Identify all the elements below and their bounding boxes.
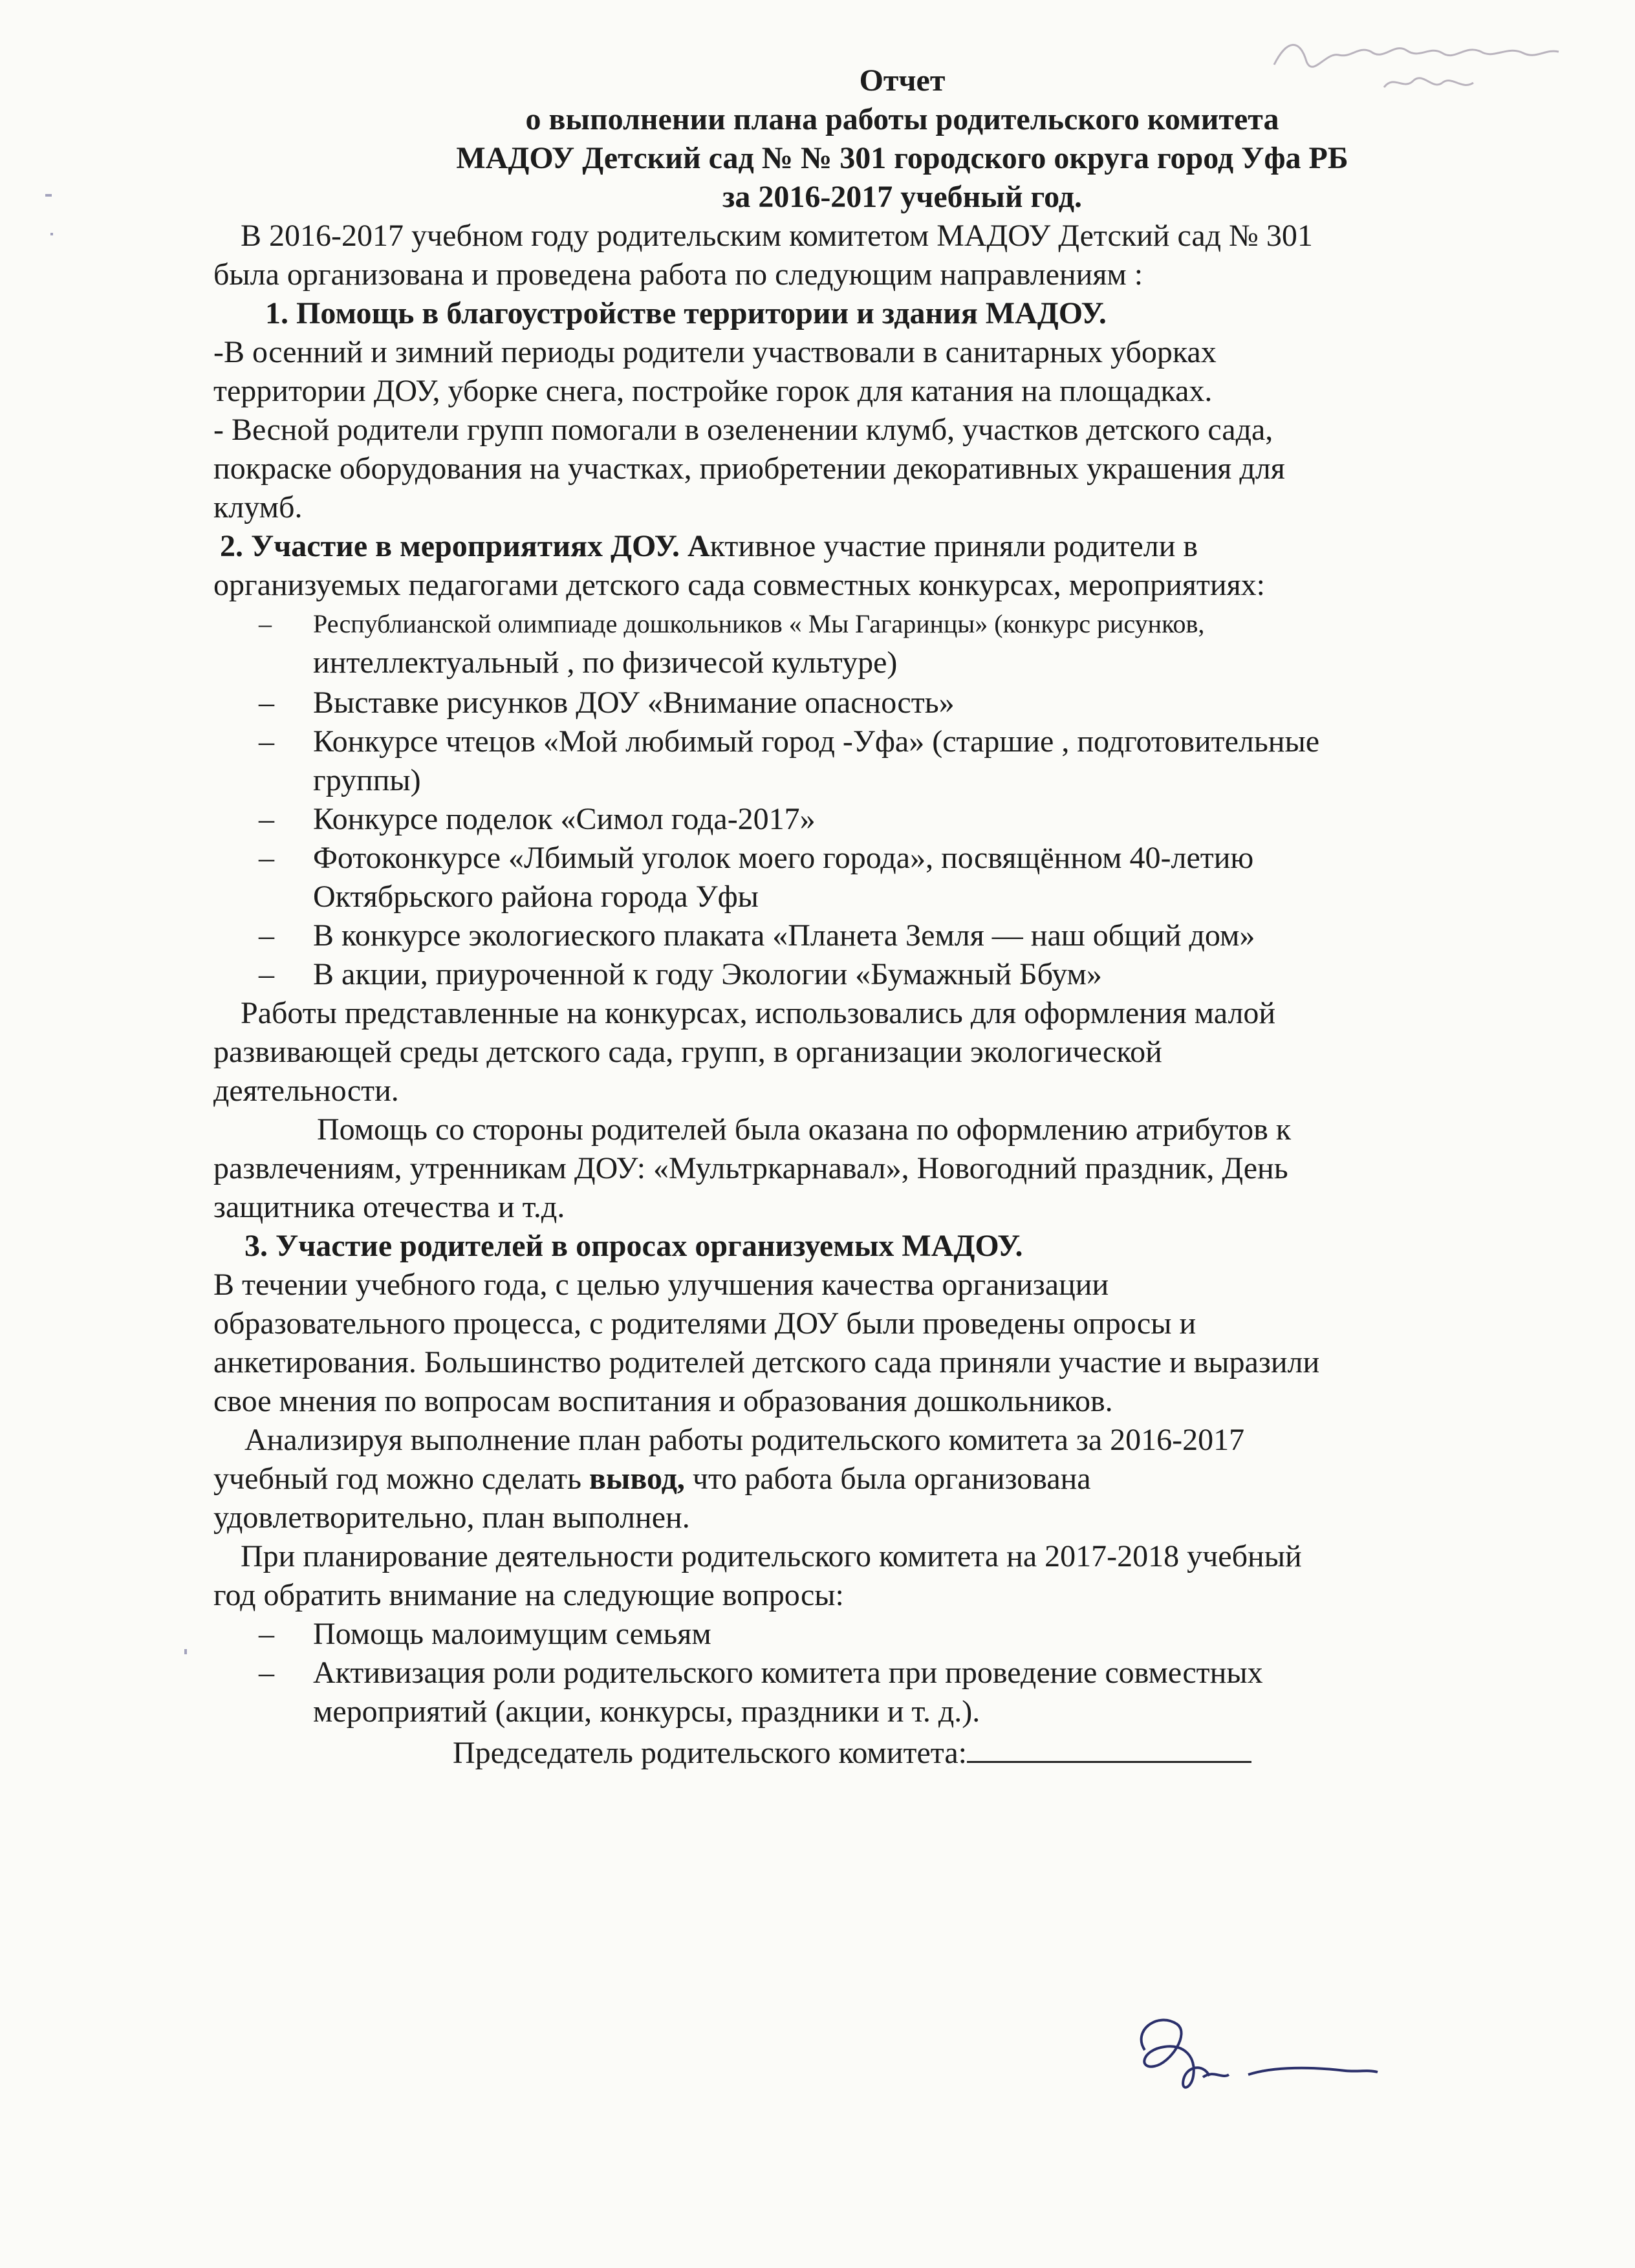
section2-line2: организуемых педагогами детского сада совместных конкурсах, мероприятиях: xyxy=(213,568,1265,602)
list-item-text: Конкурсе поделок «Симол года-2017» xyxy=(313,802,816,836)
handwritten-signature xyxy=(1119,2005,1391,2108)
events-list xyxy=(213,605,1591,994)
list-item xyxy=(259,1654,1591,1731)
dash-marker: – xyxy=(259,918,274,953)
dash-marker: – xyxy=(259,802,274,836)
planning-line1: При планирование деятельности родительского комитета на 2017-2018 учебный xyxy=(241,1539,1302,1573)
list-item xyxy=(259,684,1591,722)
section3-line1: В течении учебного года, с целью улучшения качества организации xyxy=(213,1268,1109,1302)
list-item xyxy=(259,800,1591,839)
conclusion-line2-pre: учебный год можно сделать xyxy=(213,1462,589,1496)
section2-after-line1: Работы представленные на конкурсах, использовались для оформления малой xyxy=(241,996,1276,1030)
list-item xyxy=(259,605,1591,684)
list-item-text: Выставке рисунков ДОУ «Внимание опасность» xyxy=(313,686,955,720)
planning-line2: год обратить внимание на следующие вопросы: xyxy=(213,1578,844,1612)
list-item-text-cont: Октябрьского района города Уфы xyxy=(313,880,759,914)
section2-heading-rest: ктивное участие приняли родители в xyxy=(709,529,1198,563)
section2-heading-bold: 2. Участие в мероприятиях ДОУ. А xyxy=(220,529,710,563)
list-item-text-cont: мероприятий (акции, конкурсы, праздники и т. д.). xyxy=(313,1694,980,1729)
signature-blank xyxy=(967,1731,1251,1763)
section2-after-line3: деятельности. xyxy=(213,1074,399,1108)
list-item-text-cont: интеллектуальный , по физичесой культуре) xyxy=(313,645,898,680)
doc-title-line2: о выполнении плана работы родительского комитета xyxy=(525,102,1279,136)
document-body xyxy=(213,61,1591,1773)
conclusion-line2-post: что работа была организована xyxy=(684,1462,1091,1496)
section1-heading: 1. Помощь в благоустройстве территории и здания МАДОУ. xyxy=(265,296,1107,330)
doc-title-line3: МАДОУ Детский сад № № 301 городского округа город Уфа РБ xyxy=(456,141,1348,175)
scan-mark xyxy=(50,233,53,235)
section2-help-line1: Помощь со стороны родителей была оказана по оформлению атрибутов к xyxy=(317,1112,1292,1147)
conclusion-line2 xyxy=(213,1460,1591,1498)
scan-mark xyxy=(45,194,52,197)
intro-line1: В 2016-2017 учебном году родительским комитетом МАДОУ Детский сад № 301 xyxy=(241,219,1313,253)
list-item-text: Фотоконкурсе «Лбимый уголок моего города», посвящённом 40-летию xyxy=(313,841,1254,875)
signature-label: Председатель родительского комитета: xyxy=(453,1736,967,1770)
dash-marker: – xyxy=(259,1656,274,1690)
list-item xyxy=(259,916,1591,955)
planning-list xyxy=(213,1615,1591,1731)
doc-title-line4: за 2016-2017 учебный год. xyxy=(722,180,1082,214)
list-item xyxy=(259,955,1591,994)
section3-line4: свое мнения по вопросам воспитания и образования дошкольников. xyxy=(213,1384,1113,1418)
list-item xyxy=(259,722,1591,800)
dash-marker: – xyxy=(259,686,274,720)
signature-line xyxy=(213,1731,1591,1773)
section2-help-line3: защитника отечества и т.д. xyxy=(213,1190,565,1224)
list-item-text-cont: группы) xyxy=(313,763,421,797)
list-item-text: Республианской олимпиаде дошкольников « Мы Гагаринцы» (конкурс рисунков, xyxy=(313,609,1205,638)
intro-line2: была организована и проведена работа по следующим направлениям : xyxy=(213,257,1143,292)
section1-p2-line1: - Весной родители групп помогали в озеленении клумб, участков детского сада, xyxy=(213,413,1273,447)
section2-after-line2: развивающей среды детского сада, групп, в организации экологической xyxy=(213,1035,1162,1069)
list-item-text: В конкурсе экологиеского плаката «Планета Земля — наш общий дом» xyxy=(313,918,1255,953)
list-item-text: Помощь малоимущим семьям xyxy=(313,1617,711,1651)
section1-p1-line2: территории ДОУ, уборке снега, постройке горок для катания на площадках. xyxy=(213,374,1213,408)
doc-title-line1: Отчет xyxy=(859,63,946,98)
dash-marker: – xyxy=(259,957,274,991)
section2-help-line2: развлечениям, утренникам ДОУ: «Мультркарнавал», Новогодний праздник, День xyxy=(213,1151,1288,1185)
list-item-text: Активизация роли родительского комитета при проведение совместных xyxy=(313,1656,1263,1690)
conclusion-line1: Анализируя выполнение план работы родительского комитета за 2016-2017 xyxy=(244,1423,1245,1457)
section3-line3: анкетирования. Большинство родителей детского сада приняли участие и выразили xyxy=(213,1345,1320,1379)
scan-mark xyxy=(184,1649,187,1654)
section2-heading xyxy=(213,527,1591,566)
section3-line2: образовательного процесса, с родителями ДОУ были проведены опросы и xyxy=(213,1306,1196,1341)
list-item-text: Конкурсе чтецов «Мой любимый город -Уфа» (старшие , подготовительные xyxy=(313,724,1319,759)
section1-p2-line2: покраске оборудования на участках, приобретении декоративных украшения для xyxy=(213,451,1285,486)
section1-p2-line3: клумб. xyxy=(213,490,303,524)
list-item xyxy=(259,1615,1591,1654)
conclusion-line3: удовлетворительно, план выполнен. xyxy=(213,1500,690,1535)
dash-marker: – xyxy=(259,724,274,759)
dash-marker: – xyxy=(259,609,272,638)
section3-heading: 3. Участие родителей в опросах организуемых МАДОУ. xyxy=(244,1229,1023,1263)
dash-marker: – xyxy=(259,1617,274,1651)
list-item xyxy=(259,839,1591,916)
conclusion-keyword: вывод, xyxy=(589,1462,685,1496)
dash-marker: – xyxy=(259,841,274,875)
section1-p1-line1: -В осенний и зимний периоды родители участвовали в санитарных уборках xyxy=(213,335,1217,369)
list-item-text: В акции, приуроченной к году Экологии «Бумажный Ббум» xyxy=(313,957,1102,991)
